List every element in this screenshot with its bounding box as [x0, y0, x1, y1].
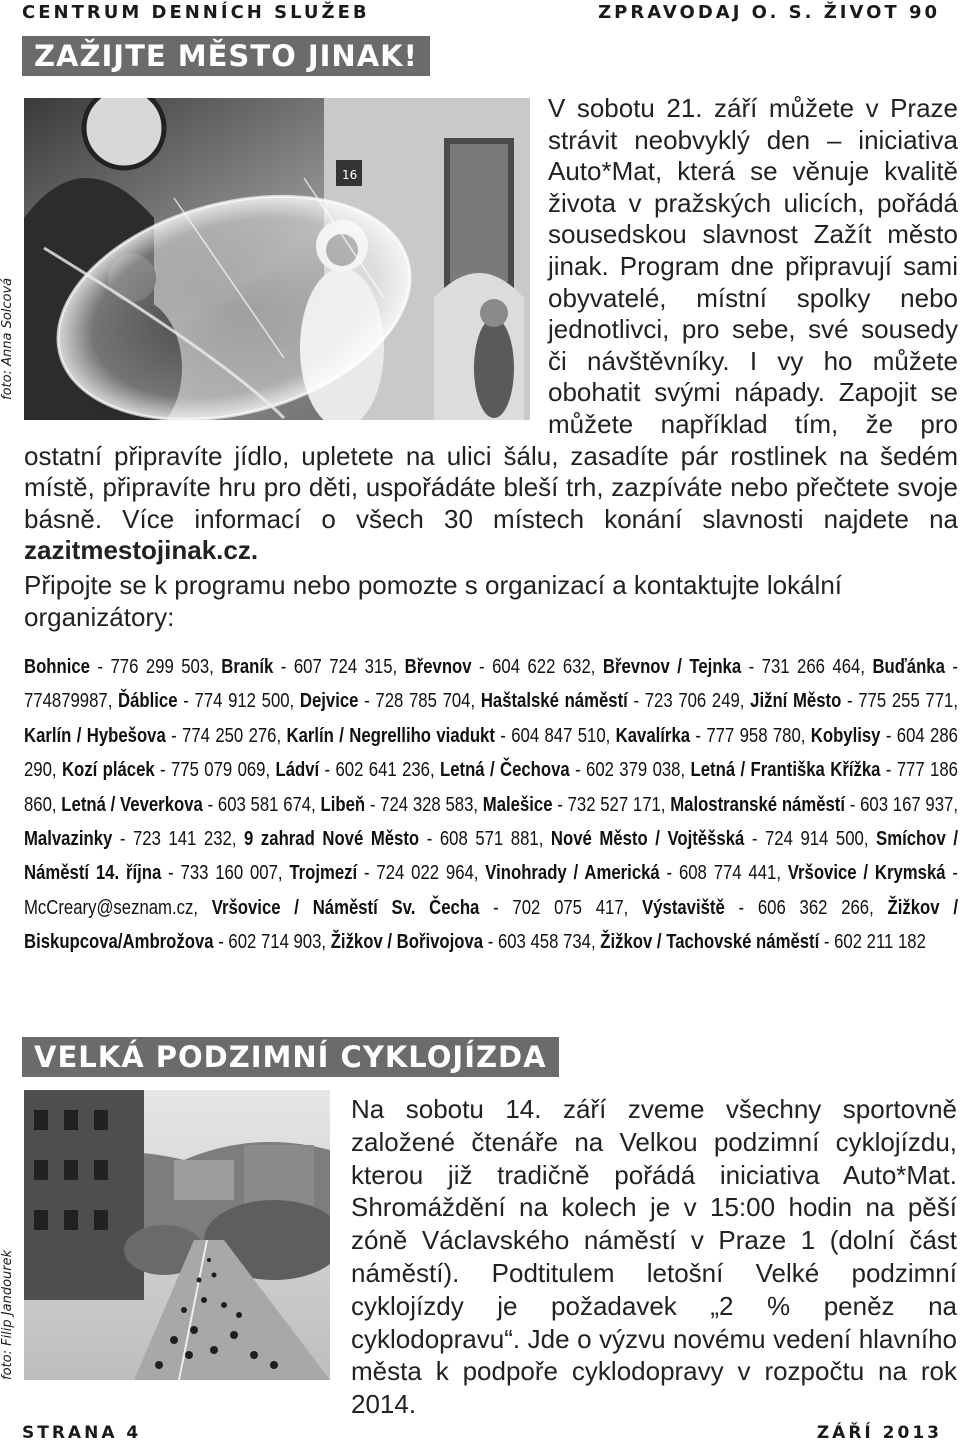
contact-value: 732 527 171	[567, 793, 661, 816]
header-publication-title: ZPRAVODAJ O. S. ŽIVOT 90	[598, 2, 940, 23]
header-section-title: CENTRUM DENNÍCH SLUŽEB	[22, 2, 370, 23]
article1-title: ZAŽIJTE MĚSTO JINAK!	[22, 36, 430, 76]
svg-text:16: 16	[342, 168, 358, 182]
contact-value: 774 250 276	[182, 724, 277, 747]
contact-place: Vršovice / Náměstí Sv. Čecha	[211, 896, 480, 919]
contact-value: 731 266 464	[761, 656, 861, 678]
contact-value: 775 079 069	[171, 759, 266, 782]
contact-value: 702 075 417	[512, 896, 624, 919]
contact-place: Ďáblice	[118, 690, 178, 713]
contact-place: Letná / Veverkova	[61, 793, 203, 816]
contact-value: 604 622 632	[492, 656, 591, 678]
contact-place: 9 zahrad Nové Město	[244, 828, 420, 851]
contact-value: McCreary@seznam.cz	[24, 896, 194, 919]
contact-place: Braník	[221, 656, 274, 678]
contact-place: Malešice	[482, 793, 553, 816]
contact-place: Jižní Město	[750, 690, 842, 713]
contact-value: 603 458 734	[497, 931, 591, 954]
contact-place: Libeň	[320, 793, 366, 816]
contact-value: 602 714 903	[228, 931, 322, 954]
article1-paragraph1-text: V sobotu 21. září můžete v Praze strávit neobvyklý den – iniciativa Auto*Mat, která se věnuje kvalitě života v pražských ulicích, pořádá sousedskou slavnost Zažít město jinak. Program dne připravují sami obyvatelé, místní spolky nebo jednotlivci, pro sebe, své sousedy či návštěvníky. I vy ho můžete obohatit svými nápady. Zapojit se můžete například tím, že pro ostatní připravíte jídlo, upletete na ulici šálu, zasadíte pár rostlinek na šedém místě, připravíte hru pro děti, uspořádáte bleší trh, zazpíváte nebo přečtete svoje básně. Více informací o všech 30 místech konání slavnosti najdete na	[24, 93, 958, 534]
contacts-list: Bohnice - 776 299 503, Braník - 607 724 315, Břevnov - 604 622 632, Břevnov / Tejnka - 731 266 464, Buďánka - 774879987, Ďáblice - 774 912 500, Dejvice - 728 785 704, Haštalské náměstí - 723 706 249, Jižní Město - 775 255 771, Karlín / Hybešova - 774 250 276, Karlín / Negrelliho viadukt - 604 847 510, Kavalírka - 777 958 780, Kobylisy - 604 286 290, Kozí plácek - 775 079 069, Ládví - 602 641 236, Letná / Čechova - 602 379 038, Letná / Františka Křížka - 777 186 860, Letná / Veverkova - 603 581 674, Libeň - 724 328 583, Malešice - 732 527 171, Malostranské náměstí - 603 167 937, Malvazinky - 723 141 232, 9 zahrad Nové Město - 608 571 881, Nové Město / Vojtěšská - 724 914 500, Smíchov / Náměstí 14. října - 733 160 007, Trojmezí - 724 022 964, Vinohrady / Americká - 608 774 441, Vršovice / Krymská - McCreary@seznam.cz, Vršovice / Náměstí Sv. Čecha - 702 075 417, Výstaviště - 606 362 266, Žižkov / Biskupcova/Ambrožova - 602 714 903, Žižkov / Bořivojova - 603 458 734, Žižkov / Tachovské náměstí - 602 211 182	[24, 656, 958, 954]
contact-value: 723 706 249	[644, 690, 740, 713]
contact-place: Buďánka	[872, 656, 945, 678]
contact-value: 604 286 290	[24, 724, 958, 782]
contact-value: 606 362 266	[757, 896, 870, 919]
contact-place: Smíchov / Náměstí 14. října	[24, 828, 958, 885]
contact-place: Trojmezí	[289, 862, 358, 885]
photo-float-spacer	[24, 93, 548, 411]
contact-place: Břevnov / Tejnka	[602, 656, 742, 678]
contact-value: 776 299 503	[110, 656, 210, 678]
contact-value: 602 379 038	[586, 759, 681, 782]
contact-value: 774879987	[24, 690, 108, 713]
contact-value: 604 847 510	[511, 724, 606, 747]
article2-paragraph: Na sobotu 14. září zveme všechny sportovně založené čtenáře na Velkou podzimní cyklojízdu, kterou již tradičně pořádá iniciativa Auto*Mat. Shromáždění na kolech je v 15:00 hodin na pěší zóně Václavského náměstí v Praze 1 (dolní část náměstí). Podtitulem letošní Velké podzimní cyklojízdy je požadavek „2 % peněz na cyklodopravu“. Jde o výzvu novému vedení hlavního města k podpoře cyklodopravy v rozpočtu na rok 2014.	[351, 1094, 957, 1420]
contact-place: Haštalské náměstí	[480, 690, 628, 713]
contact-place: Bohnice	[24, 656, 90, 678]
contact-place: Malostranské náměstí	[670, 793, 846, 816]
contact-place: Kozí plácek	[61, 759, 155, 782]
contact-place: Vinohrady / Americká	[485, 862, 660, 885]
contact-place: Karlín / Negrelliho viadukt	[286, 724, 495, 747]
contact-place: Letná / Čechova	[439, 759, 570, 782]
article2-photo	[24, 1090, 330, 1380]
article2-title: VELKÁ PODZIMNÍ CYKLOJÍZDA	[22, 1037, 559, 1077]
contact-place: Žižkov / Bořivojova	[330, 931, 484, 954]
contact-value: 602 641 236	[335, 759, 430, 782]
contact-place: Ládví	[275, 759, 320, 782]
footer-page-number: STRANA 4	[22, 1423, 142, 1443]
contact-place: Vršovice / Krymská	[787, 862, 946, 885]
contact-value: 777 186 860	[24, 759, 958, 816]
contact-value: 728 785 704	[375, 690, 471, 713]
footer-issue-date: ZÁŘÍ 2013	[816, 1423, 942, 1443]
article2-photo-credit: foto: Filip Jandourek	[0, 1249, 15, 1380]
contact-value: 774 912 500	[194, 690, 290, 713]
contact-value: 608 571 881	[439, 828, 539, 851]
contact-value: 724 328 583	[380, 793, 474, 816]
article1-paragraph2: Připojte se k programu nebo pomozte s organizací a kontaktujte lokální organizátory:	[24, 570, 843, 632]
contact-value: 603 167 937	[860, 793, 954, 816]
contact-value: 724 022 964	[376, 862, 474, 885]
contact-place: Letná / Františka Křížka	[690, 759, 881, 782]
contact-place: Výstaviště	[642, 896, 725, 919]
contact-value: 723 141 232	[132, 828, 232, 851]
contact-place: Žižkov / Tachovské náměstí	[600, 931, 820, 954]
contact-place: Kavalírka	[615, 724, 691, 747]
contact-value: 603 581 674	[217, 793, 312, 816]
article1-photo-credit: foto: Anna Šolcová	[0, 277, 15, 400]
article1-paragraph1	[24, 93, 958, 567]
contact-place: Karlín / Hybešova	[24, 724, 166, 747]
contact-value: 777 958 780	[706, 724, 801, 747]
contact-value: 733 160 007	[180, 862, 278, 885]
contact-value: 607 724 315	[293, 656, 393, 678]
contact-place: Břevnov	[404, 656, 472, 678]
cyclists-street-photo	[24, 1090, 330, 1380]
contact-value: 724 914 500	[764, 828, 864, 851]
contact-place: Žižkov / Biskupcova/Ambrožova	[24, 896, 958, 954]
contact-place: Dejvice	[299, 690, 359, 713]
contact-value: 775 255 771	[858, 690, 954, 713]
contact-place: Malvazinky	[24, 828, 113, 851]
contacts-box	[24, 650, 958, 1010]
contact-value: 602 211 182	[834, 931, 926, 954]
contact-place: Nové Město / Vojtěšská	[550, 828, 745, 851]
contact-place: Kobylisy	[810, 724, 881, 747]
article1-website-link[interactable]: zazitmestojinak.cz.	[24, 535, 259, 566]
contact-value: 608 774 441	[678, 862, 777, 885]
